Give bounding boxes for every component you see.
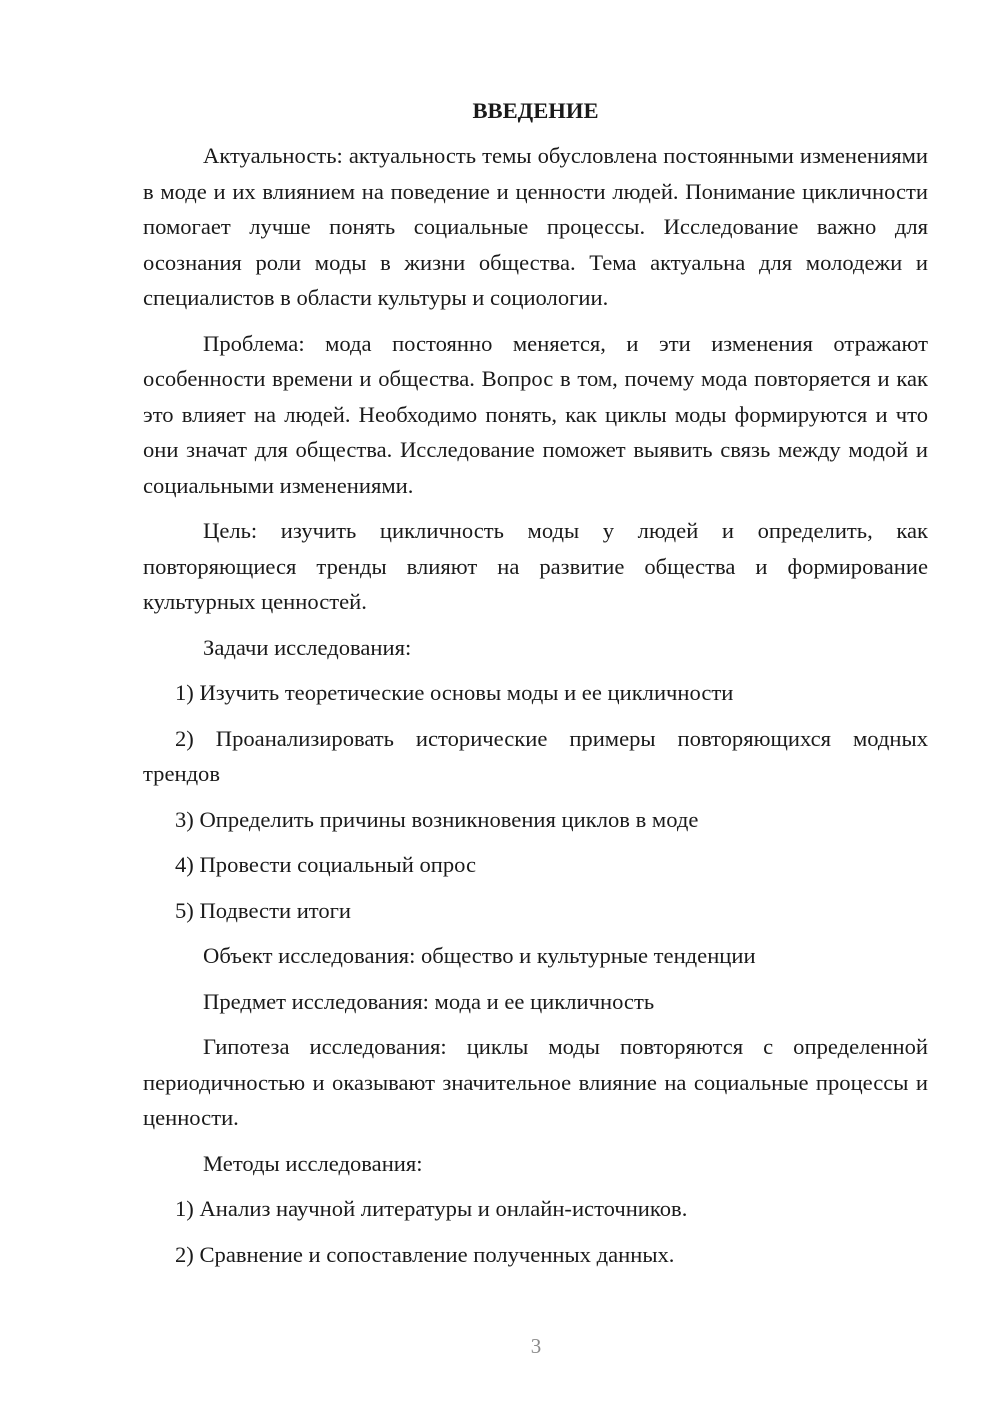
method-item-2: 2) Сравнение и сопоставление полученных данных. xyxy=(175,1241,675,1267)
methods-heading: Методы исследования: xyxy=(203,1150,423,1176)
goal-paragraph: Цель: изучить цикличность моды у людей и определить, как повторяющиеся тренды влияют на развитие общества и формирование культурных ценностей. xyxy=(143,518,928,614)
tasks-heading: Задачи исследования: xyxy=(203,634,412,660)
research-subject: Предмет исследования: мода и ее цикличность xyxy=(203,988,655,1014)
method-item-1: 1) Анализ научной литературы и онлайн-источников. xyxy=(175,1196,688,1221)
hypothesis-paragraph: Гипотеза исследования: циклы моды повторяются с определенной периодичностью и оказывают значительное влияние на социальные процессы и ценности. xyxy=(143,1034,928,1130)
task-item-3: 3) Определить причины возникновения циклов в моде xyxy=(175,806,699,832)
section-title: ВВЕДЕНИЕ xyxy=(472,98,599,123)
task-item-1: 1) Изучить теоретические основы моды и ее цикличности xyxy=(175,680,734,705)
task-item-4: 4) Провести социальный опрос xyxy=(175,852,477,877)
problem-paragraph: Проблема: мода постоянно меняется, и эти изменения отражают особенности времени и общества. Вопрос в том, почему мода повторяется и как это влияет на людей. Необходимо понять, как циклы моды формируются и что они значат для общества. Исследование поможет выявить связь между модой и социальными изменениями. xyxy=(143,330,928,498)
document-body xyxy=(143,93,928,1282)
task-item-2: 2) Проанализировать исторические примеры повторяющихся модных трендов xyxy=(143,725,928,786)
relevance-paragraph: Актуальность: актуальность темы обусловлена постоянными изменениями в моде и их влиянием на поведение и ценности людей. Понимание цикличности помогает лучше понять социальные процессы. Исследование важно для осознания роли моды в жизни общества. Тема актуальна для молодежи и специалистов в области культуры и социологии. xyxy=(143,143,928,310)
page-number: 3 xyxy=(530,1334,542,1358)
task-item-5: 5) Подвести итоги xyxy=(175,897,352,923)
research-object: Объект исследования: общество и культурные тенденции xyxy=(203,943,756,968)
